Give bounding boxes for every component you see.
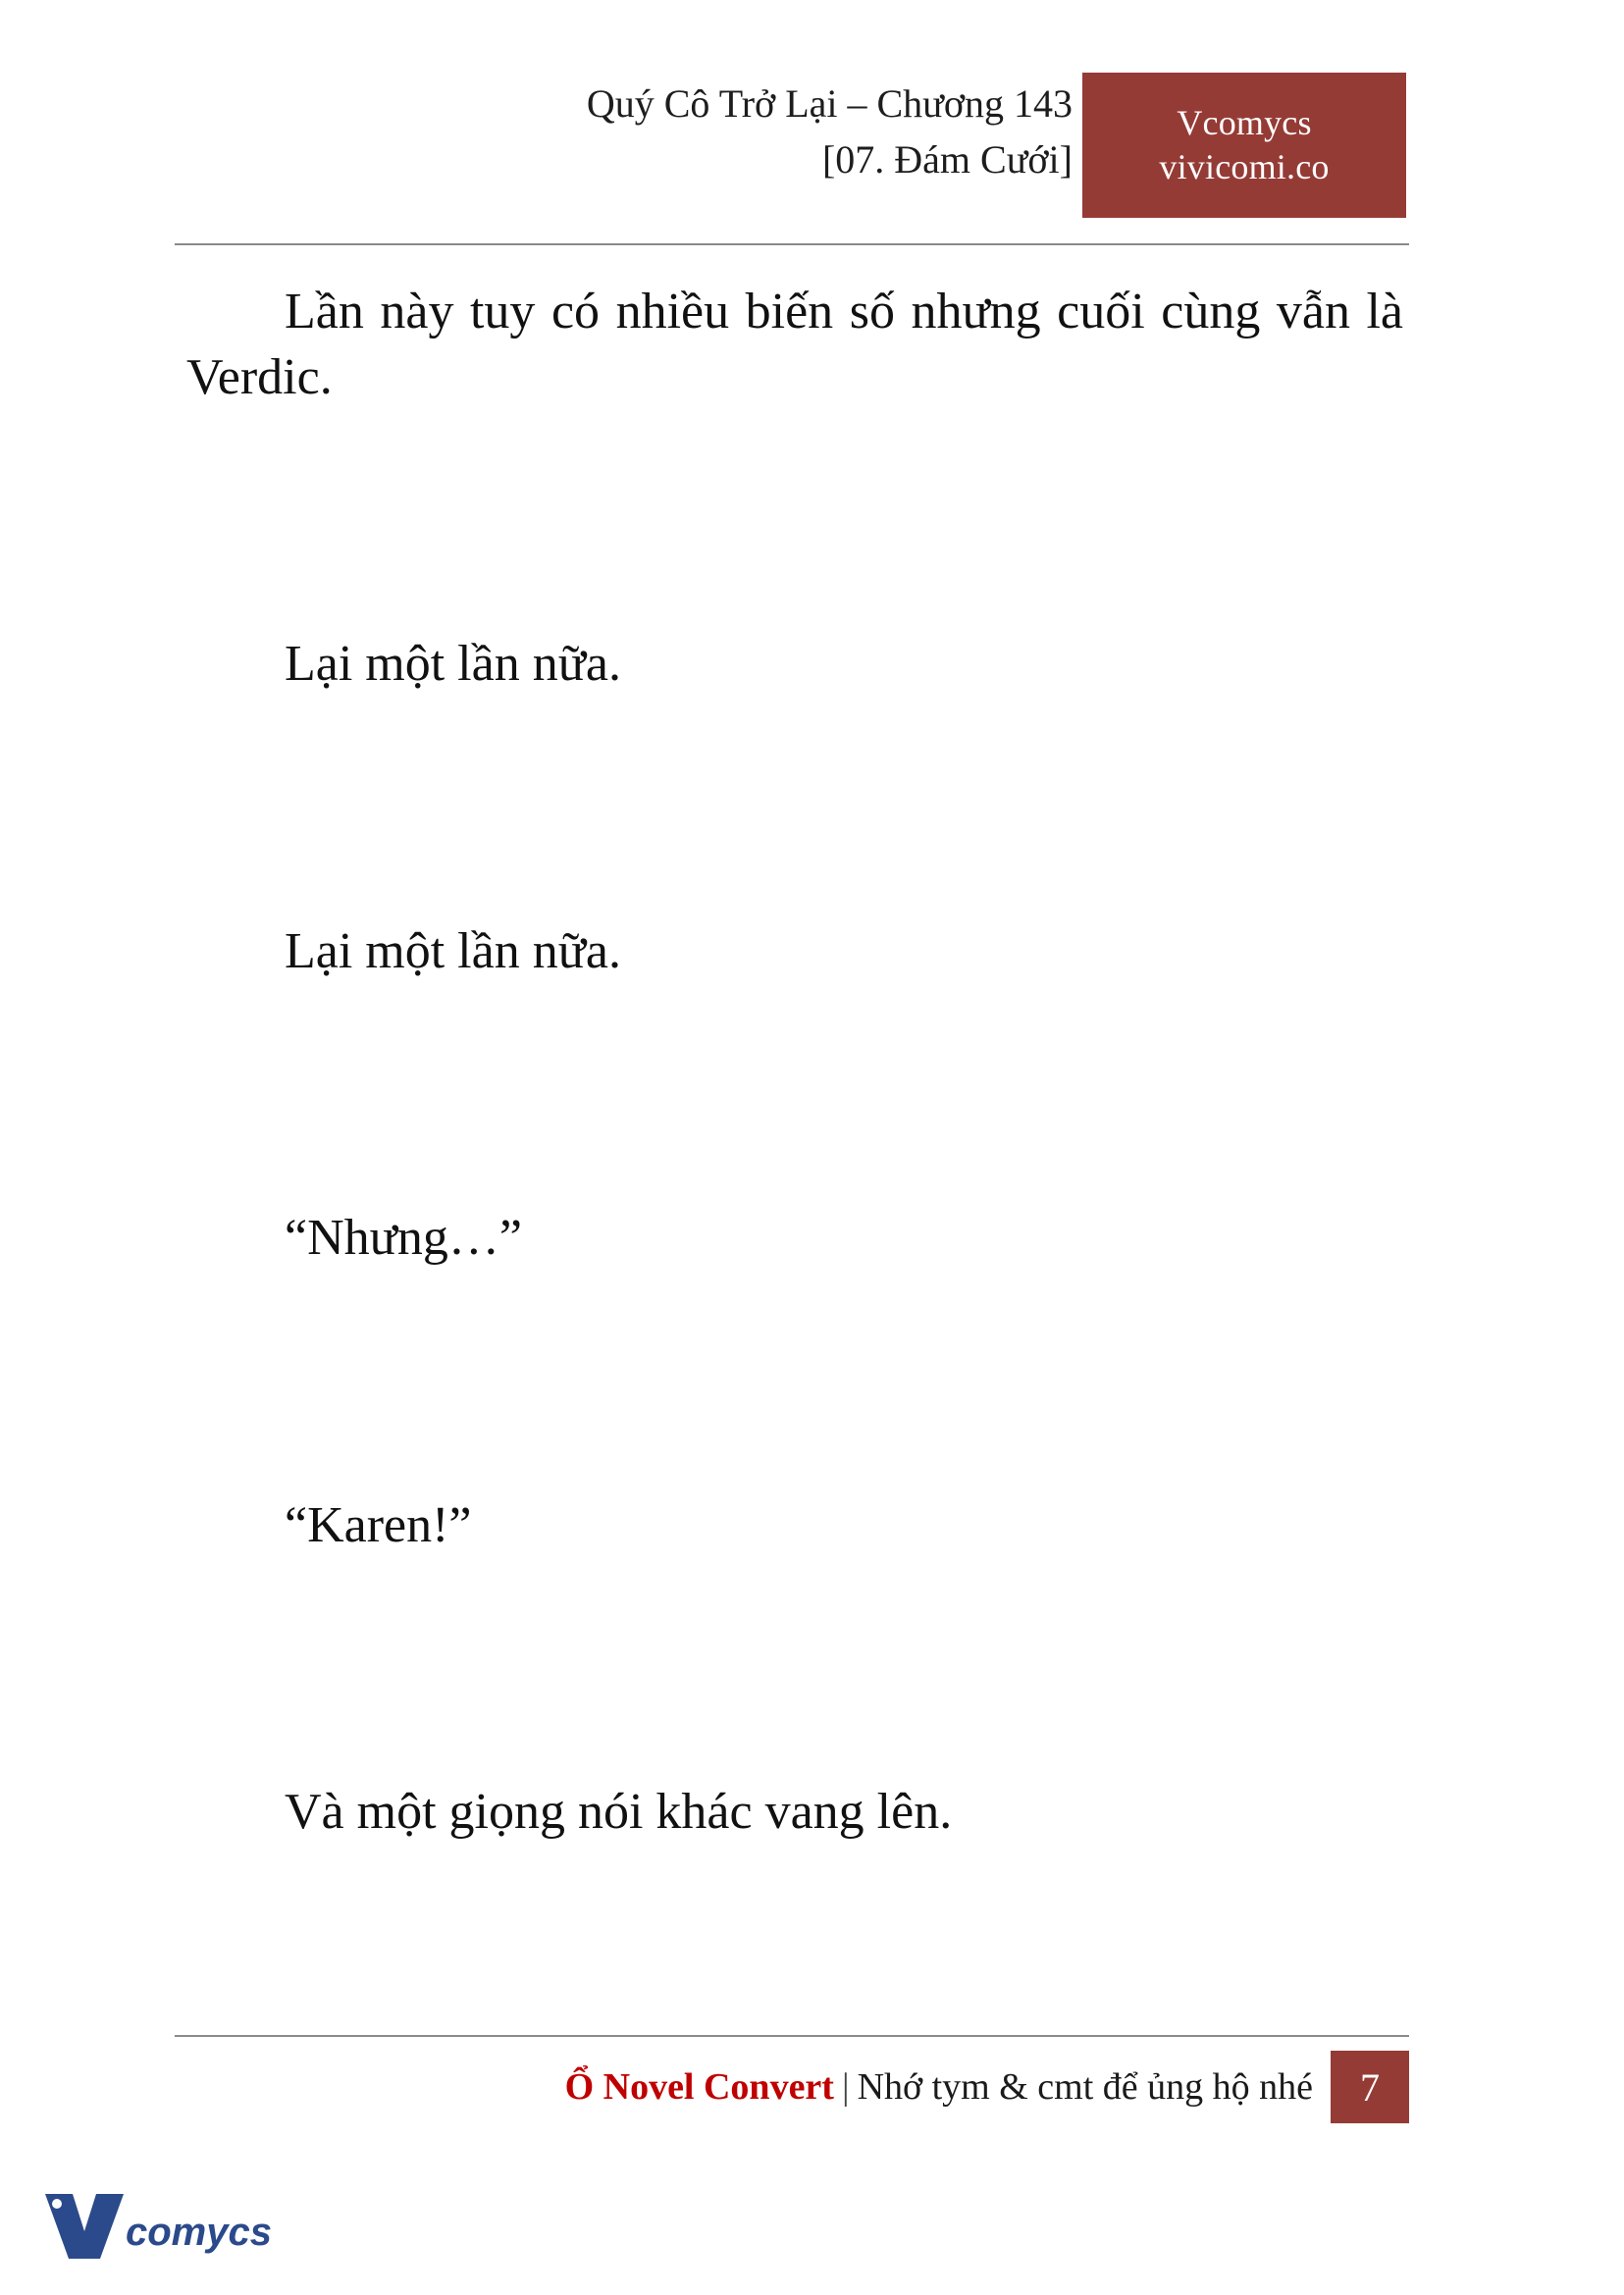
paragraph-spacer [186, 1652, 1403, 1780]
site-badge-url: vivicomi.co [1159, 147, 1330, 186]
site-badge-name: Vcomycs [1177, 102, 1312, 142]
chapter-title-line1: Quý Cô Trở Lại – Chương 143 [586, 81, 1073, 126]
page-content [186, 280, 1403, 1940]
chapter-title-line2: [07. Đám Cưới] [821, 136, 1073, 182]
paragraph-spacer [186, 1366, 1403, 1493]
footer-note: Nhớ tym & cmt để ủng hộ nhé [857, 2066, 1313, 2108]
vcomycs-watermark-logo [39, 2180, 294, 2269]
header-divider [175, 243, 1409, 245]
footer-separator: | [841, 2066, 850, 2108]
paragraph: Và một giọng nói khác vang lên. [285, 1784, 953, 1841]
footer-divider [175, 2035, 1409, 2037]
paragraph: “Karen!” [285, 1496, 472, 1553]
paragraph: Lại một lần nữa. [285, 636, 621, 693]
page-header [175, 77, 1406, 224]
page-footer [175, 2051, 1409, 2125]
footer-credit [565, 2051, 1331, 2123]
site-badge [1082, 73, 1406, 218]
footer-content [565, 2051, 1409, 2123]
paragraph: Lại một lần nữa. [285, 922, 621, 979]
paragraph: Lần này tuy có nhiều biến số nhưng cuối cùng vẫn là Verdic. [186, 284, 1403, 405]
paragraph-spacer [186, 792, 1403, 919]
paragraph: “Nhưng…” [285, 1210, 522, 1267]
page-number-badge: 7 [1331, 2051, 1409, 2123]
chapter-title [327, 77, 1073, 188]
paragraph-spacer [186, 1078, 1403, 1206]
paragraph-spacer [186, 504, 1403, 632]
svg-text:comycs: comycs [126, 2211, 272, 2254]
footer-brand: Ổ Novel Convert [564, 2066, 834, 2108]
